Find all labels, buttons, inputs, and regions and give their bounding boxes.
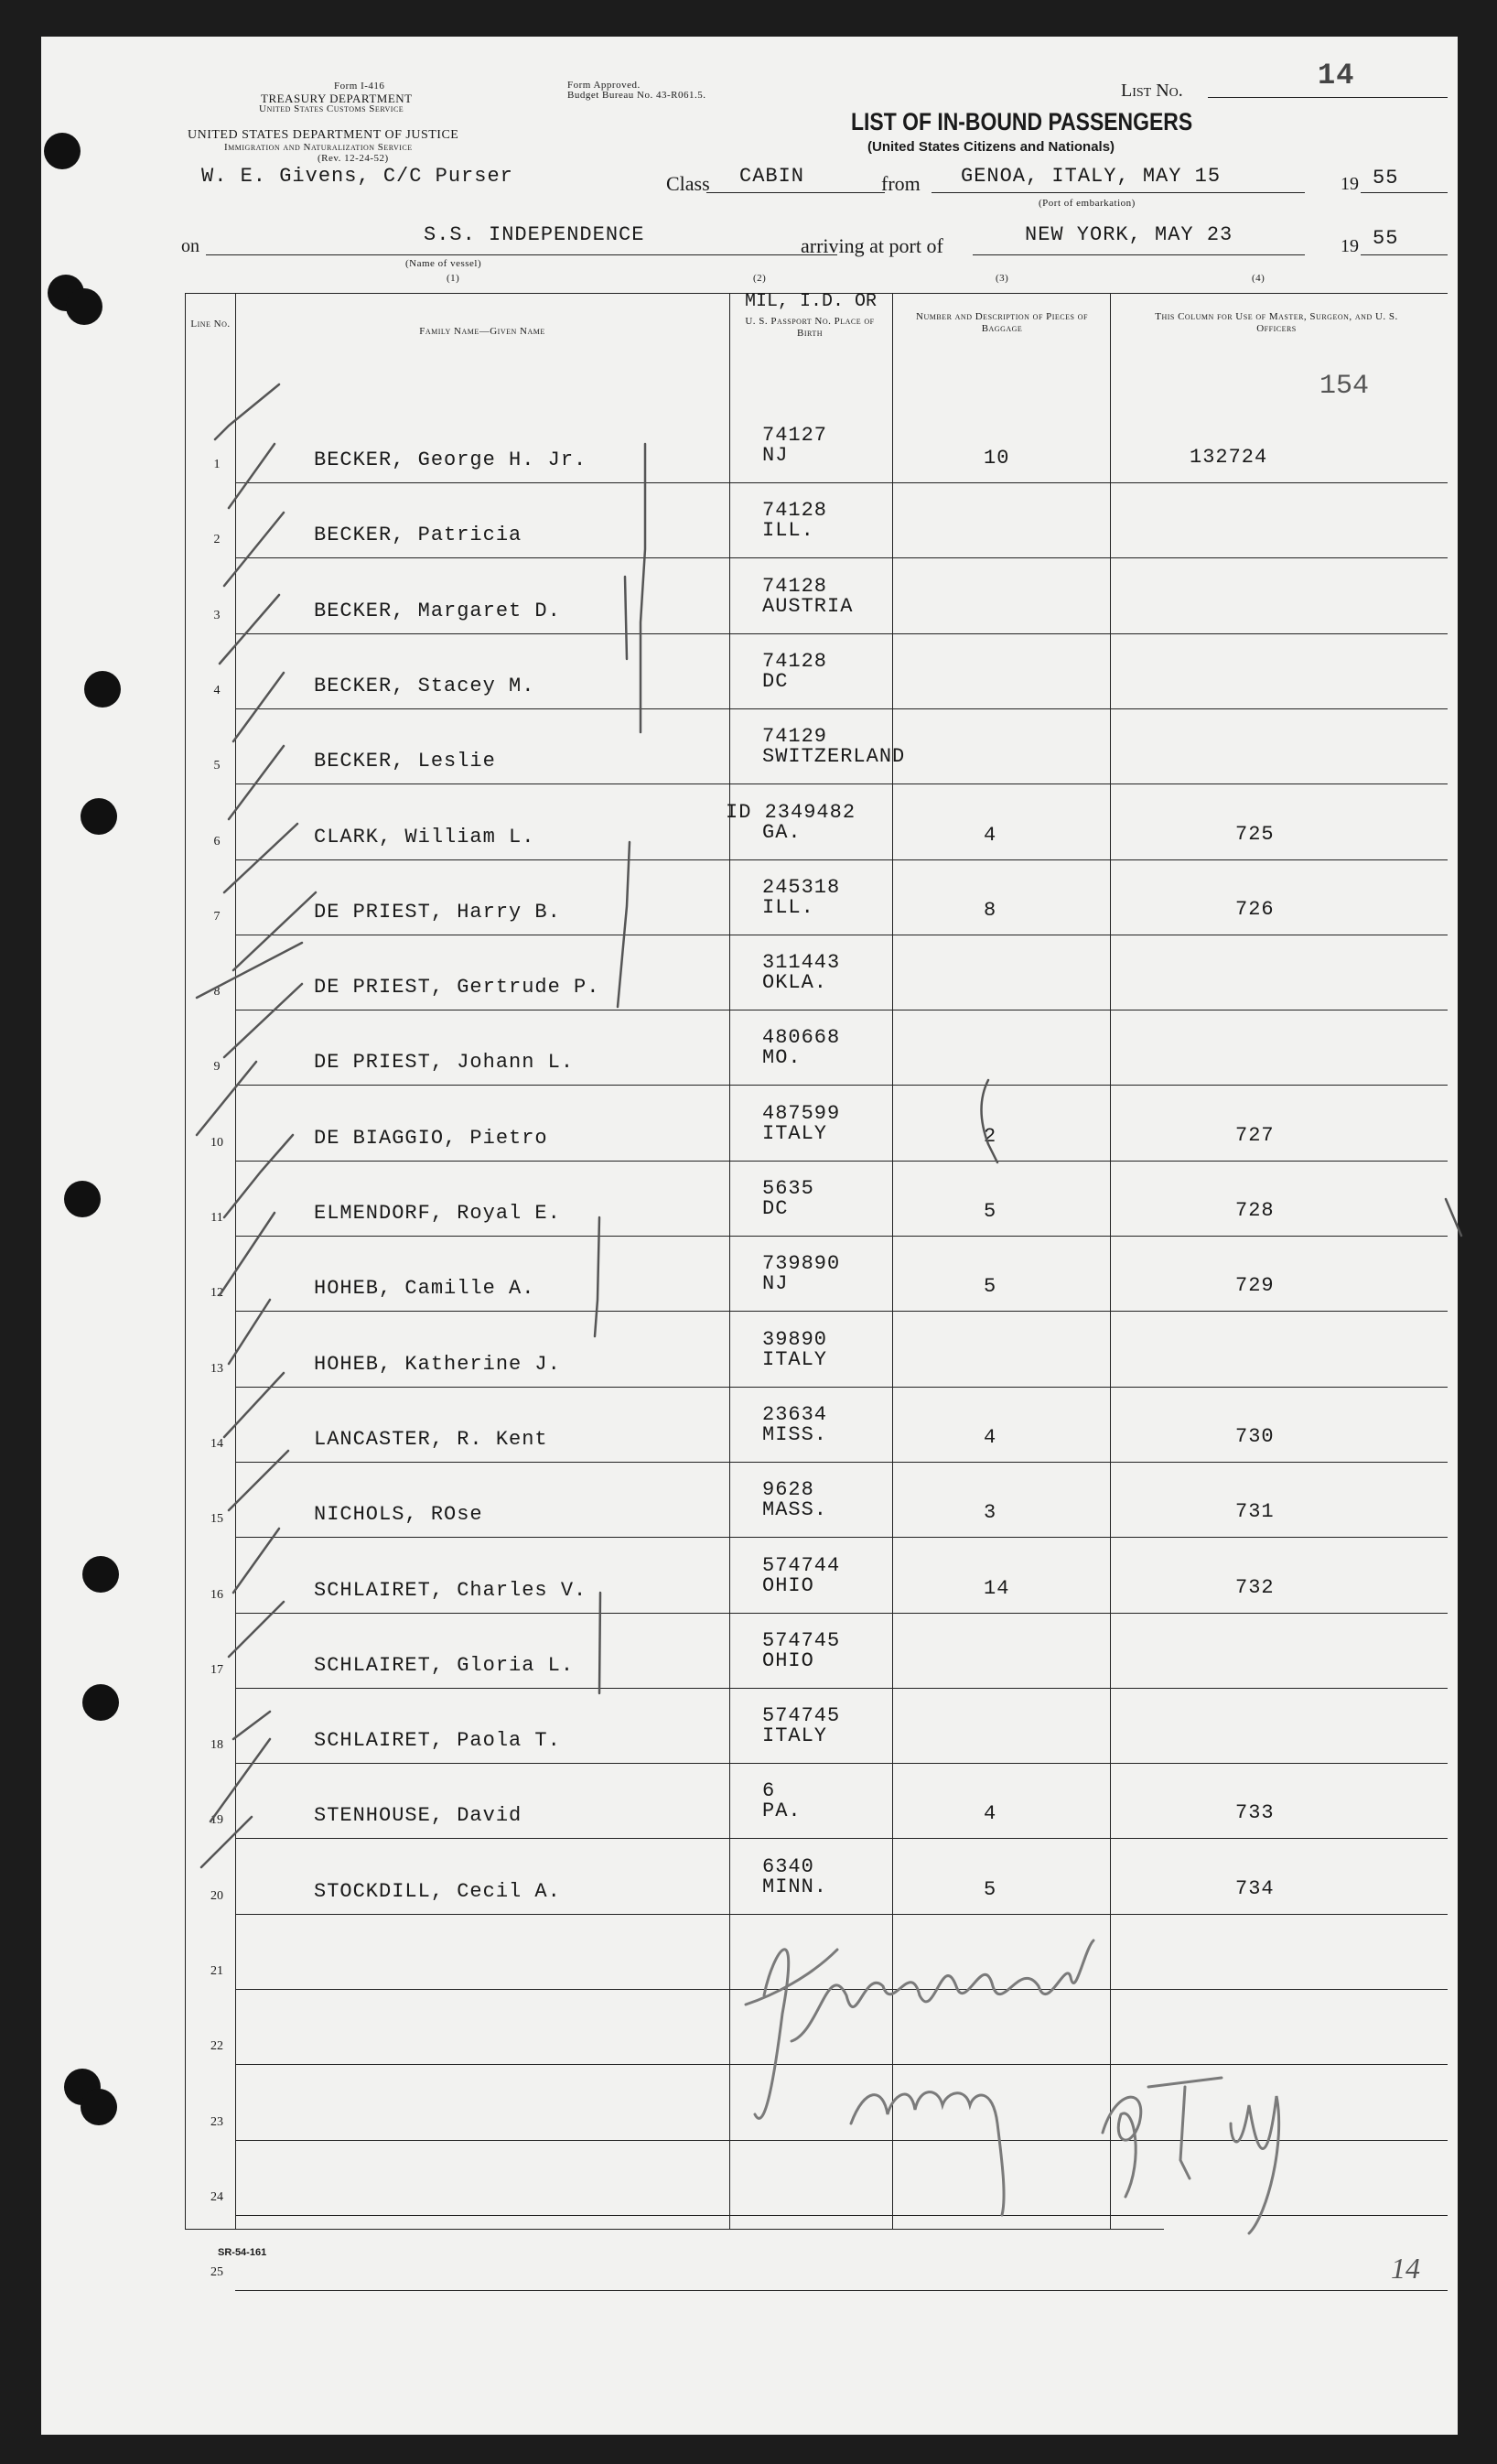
passport-number: 74129 bbox=[762, 725, 828, 749]
baggage-count: 10 bbox=[984, 447, 1010, 470]
year-from: 55 bbox=[1373, 167, 1399, 189]
line-number: 14 bbox=[210, 1436, 223, 1451]
binder-hole bbox=[81, 2089, 117, 2125]
line-number: 23 bbox=[210, 2114, 223, 2129]
baggage-count: 5 bbox=[984, 1200, 997, 1223]
place-of-birth: ILL. bbox=[762, 895, 814, 919]
passport-number: 574745 bbox=[762, 1704, 841, 1728]
col2-num: (2) bbox=[753, 273, 767, 284]
baggage-count: 3 bbox=[984, 1501, 997, 1525]
line-number: 24 bbox=[210, 2189, 223, 2204]
baggage-count: 5 bbox=[984, 1877, 997, 1901]
ins-label: Immigration and Naturalization Service bbox=[224, 142, 413, 153]
place-of-birth: AUSTRIA bbox=[762, 594, 854, 618]
passport-number: 74128 bbox=[762, 574, 828, 598]
place-of-birth: ILL. bbox=[762, 519, 814, 543]
passport-number: 574745 bbox=[762, 1628, 841, 1652]
passport-number: 74128 bbox=[762, 499, 828, 523]
year-prefix-2: 19 bbox=[1341, 236, 1359, 256]
line-number: 11 bbox=[210, 1211, 223, 1225]
place-of-birth: MASS. bbox=[762, 1498, 828, 1522]
passport-number: 487599 bbox=[762, 1101, 841, 1125]
place-of-birth: OHIO bbox=[762, 1573, 814, 1597]
line-number: 2 bbox=[213, 533, 221, 547]
passport-number: 9628 bbox=[762, 1478, 814, 1502]
place-of-birth: ITALY bbox=[762, 1121, 828, 1145]
year-prefix-1: 19 bbox=[1341, 174, 1359, 194]
manifest-subtitle: (United States Citizens and Nationals) bbox=[867, 139, 1115, 155]
binder-hole bbox=[84, 671, 121, 708]
passenger-name: CLARK, William L. bbox=[314, 825, 535, 848]
vessel-caption: (Name of vessel) bbox=[405, 258, 482, 269]
line-number: 13 bbox=[210, 1361, 223, 1376]
passenger-name: STOCKDILL, Cecil A. bbox=[314, 1879, 561, 1903]
line-number: 19 bbox=[210, 1813, 223, 1828]
manifest-page bbox=[41, 25, 1458, 2435]
line-number: 21 bbox=[210, 1964, 223, 1978]
place-of-birth: SWITZERLAND bbox=[762, 745, 906, 769]
port-of-embarkation: GENOA, ITALY, MAY 15 bbox=[961, 165, 1222, 188]
line-number: 17 bbox=[210, 1662, 223, 1677]
officer-number: 734 bbox=[1235, 1876, 1275, 1900]
budget-bureau: Budget Bureau No. 43-R061.5. bbox=[567, 90, 706, 101]
corner-note: 14 bbox=[1391, 2252, 1420, 2285]
officer-number: 732 bbox=[1235, 1575, 1275, 1599]
place-of-birth: NJ bbox=[762, 1272, 789, 1296]
line-number: 25 bbox=[210, 2265, 223, 2280]
baggage-count: 2 bbox=[984, 1124, 997, 1148]
officer-number: 731 bbox=[1235, 1500, 1275, 1524]
from-label: from bbox=[881, 172, 921, 195]
list-no-label: List No. bbox=[1121, 81, 1183, 101]
customs-service: United States Customs Service bbox=[259, 103, 404, 114]
class-value: CABIN bbox=[739, 165, 805, 188]
list-no-value: 14 bbox=[1318, 59, 1355, 92]
vessel-name: S.S. INDEPENDENCE bbox=[424, 223, 645, 246]
line-number: 10 bbox=[210, 1135, 223, 1150]
arrival-port: NEW YORK, MAY 23 bbox=[1025, 223, 1233, 246]
place-of-birth: DC bbox=[762, 669, 789, 693]
officer-number: 728 bbox=[1235, 1199, 1275, 1222]
col4-num: (4) bbox=[1252, 273, 1265, 284]
passenger-name: HOHEB, Katherine J. bbox=[314, 1352, 561, 1376]
year-to: 55 bbox=[1373, 227, 1399, 250]
passenger-name: LANCASTER, R. Kent bbox=[314, 1427, 548, 1451]
port-caption: (Port of embarkation) bbox=[1039, 198, 1136, 209]
passport-number: 311443 bbox=[762, 951, 841, 975]
signature-text: J.H. Saunders Imm. Insp. 9th Div bbox=[41, 25, 238, 40]
passenger-name: BECKER, George H. Jr. bbox=[314, 448, 587, 471]
passenger-name: BECKER, Patricia bbox=[314, 524, 522, 547]
form-number: Form I-416 bbox=[334, 81, 385, 92]
binder-hole bbox=[82, 1556, 119, 1593]
department: TREASURY DEPARTMENT bbox=[261, 92, 413, 105]
header-mil-id: MIL, I.D. OR bbox=[744, 291, 878, 312]
line-number: 5 bbox=[213, 759, 221, 773]
place-of-birth: OHIO bbox=[762, 1648, 814, 1672]
passport-number: 5635 bbox=[762, 1177, 814, 1200]
signature-scribble bbox=[746, 1940, 1279, 2233]
place-of-birth: MISS. bbox=[762, 1422, 828, 1446]
passenger-name: DE BIAGGIO, Pietro bbox=[314, 1126, 548, 1150]
binder-hole bbox=[82, 1684, 119, 1721]
officer-number: 730 bbox=[1235, 1424, 1275, 1448]
passport-number: 739890 bbox=[762, 1252, 841, 1276]
manifest-title: LIST OF IN-BOUND PASSENGERS bbox=[851, 108, 1193, 135]
line-number: 20 bbox=[210, 1888, 223, 1903]
passport-number: 39890 bbox=[762, 1327, 828, 1351]
passenger-name: DE PRIEST, Johann L. bbox=[314, 1051, 575, 1075]
header-name: Family Name—Given Name bbox=[419, 326, 545, 337]
class-label: Class bbox=[666, 172, 710, 195]
officer-number: 726 bbox=[1235, 897, 1275, 921]
place-of-birth: ITALY bbox=[762, 1347, 828, 1371]
passport-number: 574744 bbox=[762, 1553, 841, 1577]
officer-number: 733 bbox=[1235, 1801, 1275, 1825]
passenger-name: STENHOUSE, David bbox=[314, 1804, 522, 1828]
line-number: 8 bbox=[213, 985, 221, 1000]
passport-number: 480668 bbox=[762, 1026, 841, 1050]
line-number: 12 bbox=[210, 1286, 223, 1301]
officer-number: 727 bbox=[1235, 1123, 1275, 1147]
binder-hole bbox=[81, 798, 117, 835]
purser: W. E. Givens, C/C Purser bbox=[201, 165, 513, 188]
line-number: 22 bbox=[210, 2039, 223, 2054]
passenger-name: SCHLAIRET, Gloria L. bbox=[314, 1653, 575, 1677]
officer-number: 132724 bbox=[1190, 446, 1268, 469]
col1-num: (1) bbox=[447, 273, 460, 284]
passport-number: 245318 bbox=[762, 875, 841, 899]
binder-hole bbox=[44, 133, 81, 169]
place-of-birth: NJ bbox=[762, 444, 789, 467]
officer-number: 729 bbox=[1235, 1274, 1275, 1298]
line-number: 9 bbox=[213, 1060, 221, 1075]
form-code: SR-54-161 bbox=[218, 2247, 267, 2258]
place-of-birth: OKLA. bbox=[762, 971, 828, 995]
header-passport: U. S. Passport No. Place of Birth bbox=[745, 316, 875, 339]
passport-number: 74128 bbox=[762, 649, 828, 673]
baggage-count: 5 bbox=[984, 1275, 997, 1299]
baggage-count: 4 bbox=[984, 1425, 997, 1449]
binder-hole bbox=[66, 288, 102, 325]
revision: (Rev. 12-24-52) bbox=[318, 153, 389, 164]
passenger-name: BECKER, Leslie bbox=[314, 750, 496, 773]
place-of-birth: DC bbox=[762, 1197, 789, 1220]
passport-number: 6340 bbox=[762, 1854, 814, 1878]
justice-dept: UNITED STATES DEPARTMENT OF JUSTICE bbox=[188, 128, 459, 142]
baggage-count: 4 bbox=[984, 823, 997, 847]
passenger-name: ELMENDORF, Royal E. bbox=[314, 1202, 561, 1225]
passenger-name: BECKER, Margaret D. bbox=[314, 599, 561, 622]
line-number: 3 bbox=[213, 608, 221, 622]
baggage-count: 8 bbox=[984, 898, 997, 922]
on-label: on bbox=[181, 236, 199, 256]
line-number: 7 bbox=[213, 909, 221, 924]
passenger-name: HOHEB, Camille A. bbox=[314, 1277, 535, 1301]
baggage-count: 4 bbox=[984, 1802, 997, 1826]
arriving-label: arriving at port of bbox=[801, 234, 943, 257]
passenger-name: DE PRIEST, Gertrude P. bbox=[314, 976, 600, 1000]
passenger-name: SCHLAIRET, Charles V. bbox=[314, 1578, 587, 1602]
header-line-no: Line No. bbox=[190, 319, 231, 330]
line-number: 16 bbox=[210, 1587, 223, 1602]
header-officers: This Column for Use of Master, Surgeon, and U. S. Officers bbox=[1155, 311, 1398, 334]
col3-num: (3) bbox=[996, 273, 1009, 284]
passenger-name: NICHOLS, ROse bbox=[314, 1503, 483, 1527]
passenger-name: SCHLAIRET, Paola T. bbox=[314, 1729, 561, 1753]
line-number: 18 bbox=[210, 1738, 223, 1753]
passport-number: 23634 bbox=[762, 1402, 828, 1426]
line-number: 1 bbox=[213, 458, 221, 471]
check-marks bbox=[197, 384, 1461, 1867]
header-baggage: Number and Description of Pieces of Baggage bbox=[916, 311, 1088, 334]
top-annotation: 154 bbox=[1319, 371, 1370, 402]
passport-number: 74127 bbox=[762, 424, 828, 447]
officer-number: 725 bbox=[1235, 822, 1275, 846]
place-of-birth: ITALY bbox=[762, 1724, 828, 1748]
place-of-birth: PA. bbox=[762, 1799, 802, 1823]
line-number: 15 bbox=[210, 1512, 223, 1527]
place-of-birth: MINN. bbox=[762, 1875, 828, 1898]
place-of-birth: GA. bbox=[762, 820, 802, 844]
passenger-name: DE PRIEST, Harry B. bbox=[314, 900, 561, 924]
line-number: 4 bbox=[213, 683, 221, 697]
baggage-count: 14 bbox=[984, 1576, 1010, 1600]
passport-number: 6 bbox=[762, 1779, 776, 1803]
passenger-name: BECKER, Stacey M. bbox=[314, 674, 535, 697]
pencil-annotations bbox=[41, 25, 1458, 2435]
form-approved: Form Approved. bbox=[567, 80, 641, 91]
line-number: 6 bbox=[213, 834, 221, 848]
place-of-birth: MO. bbox=[762, 1046, 802, 1070]
binder-hole bbox=[64, 1181, 101, 1217]
passport-number: ID 2349482 bbox=[726, 800, 856, 824]
